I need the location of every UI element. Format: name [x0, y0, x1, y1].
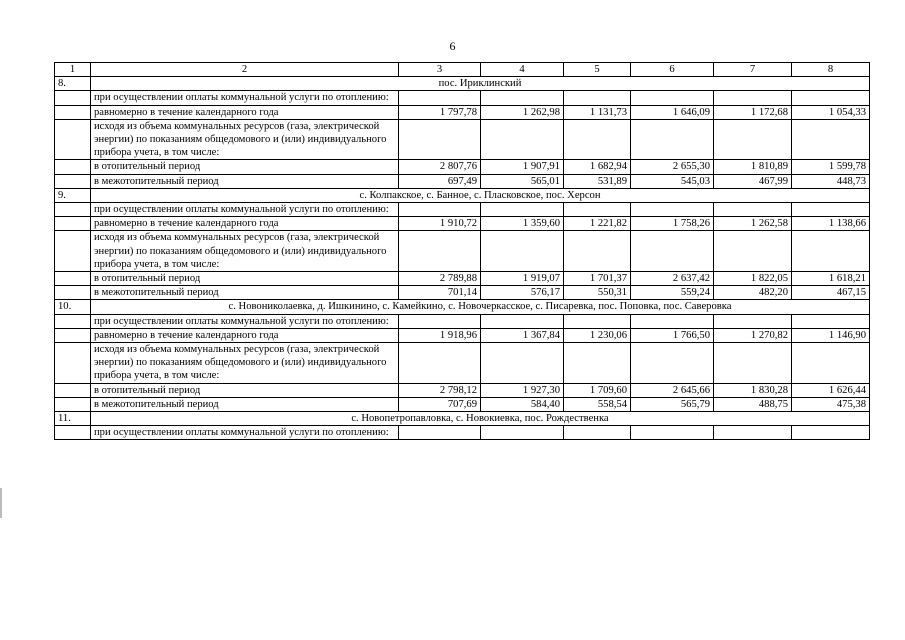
section-row: [55, 300, 870, 314]
value-cell: [564, 426, 631, 440]
value-cell: 1 758,26: [631, 217, 714, 231]
value-cell: 1 919,07: [481, 272, 564, 286]
value-cell: [564, 231, 631, 272]
value-cell: [714, 119, 792, 160]
value-cell: 1 599,78: [792, 160, 870, 174]
value-cell: 2 655,30: [631, 160, 714, 174]
value-cell: 488,75: [714, 397, 792, 411]
value-cell: 1 910,72: [399, 217, 481, 231]
index-cell: [55, 119, 91, 160]
value-cell: 1 709,60: [564, 383, 631, 397]
value-cell: [399, 426, 481, 440]
value-cell: 1 766,50: [631, 328, 714, 342]
index-cell: [55, 426, 91, 440]
value-cell: [714, 343, 792, 384]
value-cell: 448,73: [792, 174, 870, 188]
value-cell: 1 646,09: [631, 105, 714, 119]
value-cell: 697,49: [399, 174, 481, 188]
row-label: при осуществлении оплаты коммунальной услуги по отоплению:: [91, 314, 399, 328]
value-cell: [792, 426, 870, 440]
value-cell: 475,38: [792, 397, 870, 411]
table-row: [55, 203, 870, 217]
table-row: [55, 397, 870, 411]
table-row: [55, 174, 870, 188]
value-cell: 1 701,37: [564, 272, 631, 286]
value-cell: 1 131,73: [564, 105, 631, 119]
value-cell: 558,54: [564, 397, 631, 411]
value-cell: 1 907,91: [481, 160, 564, 174]
value-cell: [714, 426, 792, 440]
value-cell: 1 359,60: [481, 217, 564, 231]
row-label: в отопительный период: [91, 272, 399, 286]
value-cell: 2 645,66: [631, 383, 714, 397]
value-cell: [714, 231, 792, 272]
value-cell: [714, 91, 792, 105]
section-row: [55, 412, 870, 426]
value-cell: [792, 91, 870, 105]
table-row: [55, 328, 870, 342]
index-cell: [55, 314, 91, 328]
row-label: при осуществлении оплаты коммунальной услуги по отоплению:: [91, 91, 399, 105]
index-cell: [55, 160, 91, 174]
index-cell: [55, 383, 91, 397]
column-header: 1: [55, 63, 91, 77]
section-locality: с. Новопетропавловка, с. Новокиевка, пос. Рождественка: [91, 412, 870, 426]
index-cell: [55, 203, 91, 217]
table-row: [55, 343, 870, 384]
row-label: равномерно в течение календарного года: [91, 105, 399, 119]
value-cell: 1 927,30: [481, 383, 564, 397]
index-cell: [55, 231, 91, 272]
scan-mark: [0, 488, 2, 518]
section-locality: с. Колпакское, с. Банное, с. Пласковское, пос. Херсон: [91, 188, 870, 202]
index-cell: [55, 397, 91, 411]
value-cell: 701,14: [399, 286, 481, 300]
value-cell: [481, 426, 564, 440]
value-cell: [564, 314, 631, 328]
section-index: 11.: [55, 412, 91, 426]
value-cell: [792, 119, 870, 160]
page-number: 6: [449, 39, 456, 53]
value-cell: [631, 203, 714, 217]
value-cell: 467,99: [714, 174, 792, 188]
row-label: при осуществлении оплаты коммунальной услуги по отоплению:: [91, 203, 399, 217]
value-cell: 1 221,82: [564, 217, 631, 231]
value-cell: [399, 119, 481, 160]
value-cell: 1 822,05: [714, 272, 792, 286]
section-index: 8.: [55, 77, 91, 91]
row-label: равномерно в течение календарного года: [91, 328, 399, 342]
value-cell: 1 618,21: [792, 272, 870, 286]
row-label: в межотопительный период: [91, 286, 399, 300]
table-row: [55, 426, 870, 440]
value-cell: 545,03: [631, 174, 714, 188]
value-cell: 2 789,88: [399, 272, 481, 286]
row-label: в межотопительный период: [91, 397, 399, 411]
value-cell: [399, 314, 481, 328]
table-row: [55, 231, 870, 272]
value-cell: [481, 314, 564, 328]
row-label: равномерно в течение календарного года: [91, 217, 399, 231]
table-row: [55, 383, 870, 397]
value-cell: [481, 231, 564, 272]
value-cell: 482,20: [714, 286, 792, 300]
value-cell: 2 798,12: [399, 383, 481, 397]
value-cell: 1 262,98: [481, 105, 564, 119]
value-cell: [481, 91, 564, 105]
value-cell: [481, 119, 564, 160]
table-row: [55, 286, 870, 300]
value-cell: 1 230,06: [564, 328, 631, 342]
table-row: [55, 119, 870, 160]
value-cell: [792, 314, 870, 328]
value-cell: 1 797,78: [399, 105, 481, 119]
section-locality: пос. Ириклинский: [91, 77, 870, 91]
value-cell: 1 626,44: [792, 383, 870, 397]
value-cell: 467,15: [792, 286, 870, 300]
section-index: 9.: [55, 188, 91, 202]
value-cell: [564, 203, 631, 217]
value-cell: [399, 231, 481, 272]
column-header: 5: [564, 63, 631, 77]
index-cell: [55, 343, 91, 384]
value-cell: 1 054,33: [792, 105, 870, 119]
value-cell: 565,01: [481, 174, 564, 188]
value-cell: 707,69: [399, 397, 481, 411]
index-cell: [55, 174, 91, 188]
value-cell: 2 807,76: [399, 160, 481, 174]
value-cell: [631, 119, 714, 160]
table-row: [55, 105, 870, 119]
value-cell: 565,79: [631, 397, 714, 411]
value-cell: [481, 343, 564, 384]
table-row: [55, 314, 870, 328]
tariff-table: [54, 62, 870, 440]
value-cell: [792, 231, 870, 272]
column-header: 4: [481, 63, 564, 77]
value-cell: 559,24: [631, 286, 714, 300]
value-cell: 1 830,28: [714, 383, 792, 397]
section-locality: с. Новониколаевка, д. Ишкинино, с. Камейкино, с. Новочеркасское, с. Писаревка, пос. Поповка, пос. Саверовка: [91, 300, 870, 314]
row-label: при осуществлении оплаты коммунальной услуги по отоплению:: [91, 426, 399, 440]
value-cell: [399, 91, 481, 105]
value-cell: 1 810,89: [714, 160, 792, 174]
value-cell: [714, 314, 792, 328]
column-header: 2: [91, 63, 399, 77]
section-row: [55, 188, 870, 202]
index-cell: [55, 91, 91, 105]
value-cell: 1 918,96: [399, 328, 481, 342]
value-cell: [631, 343, 714, 384]
index-cell: [55, 105, 91, 119]
value-cell: [631, 314, 714, 328]
row-label: исходя из объема коммунальных ресурсов (газа, электрической энергии) по показаниям общедомового и (или) индивидуального прибора учета, в том числе:: [91, 231, 399, 272]
value-cell: 1 270,82: [714, 328, 792, 342]
value-cell: [399, 343, 481, 384]
value-cell: [631, 91, 714, 105]
value-cell: [714, 203, 792, 217]
row-label: исходя из объема коммунальных ресурсов (газа, электрической энергии) по показаниям общедомового и (или) индивидуального прибора учета, в том числе:: [91, 343, 399, 384]
column-header: 3: [399, 63, 481, 77]
value-cell: 1 146,90: [792, 328, 870, 342]
column-header: 8: [792, 63, 870, 77]
value-cell: [792, 203, 870, 217]
row-label: исходя из объема коммунальных ресурсов (газа, электрической энергии) по показаниям общедомового и (или) индивидуального прибора учета, в том числе:: [91, 119, 399, 160]
column-header: 7: [714, 63, 792, 77]
value-cell: [631, 231, 714, 272]
value-cell: [564, 91, 631, 105]
row-label: в отопительный период: [91, 160, 399, 174]
value-cell: 1 262,58: [714, 217, 792, 231]
value-cell: [564, 343, 631, 384]
value-cell: [792, 343, 870, 384]
row-label: в отопительный период: [91, 383, 399, 397]
value-cell: 576,17: [481, 286, 564, 300]
table-row: [55, 272, 870, 286]
value-cell: [564, 119, 631, 160]
section-row: [55, 77, 870, 91]
section-index: 10.: [55, 300, 91, 314]
value-cell: [481, 203, 564, 217]
value-cell: 550,31: [564, 286, 631, 300]
table-row: [55, 91, 870, 105]
column-header: 6: [631, 63, 714, 77]
header-row: [55, 63, 870, 77]
row-label: в межотопительный период: [91, 174, 399, 188]
value-cell: 1 367,84: [481, 328, 564, 342]
index-cell: [55, 286, 91, 300]
value-cell: 584,40: [481, 397, 564, 411]
value-cell: [631, 426, 714, 440]
table-body: [55, 63, 870, 440]
table-row: [55, 217, 870, 231]
value-cell: 1 138,66: [792, 217, 870, 231]
value-cell: [399, 203, 481, 217]
index-cell: [55, 272, 91, 286]
index-cell: [55, 217, 91, 231]
value-cell: 1 682,94: [564, 160, 631, 174]
table-row: [55, 160, 870, 174]
index-cell: [55, 328, 91, 342]
value-cell: 1 172,68: [714, 105, 792, 119]
value-cell: 2 637,42: [631, 272, 714, 286]
value-cell: 531,89: [564, 174, 631, 188]
